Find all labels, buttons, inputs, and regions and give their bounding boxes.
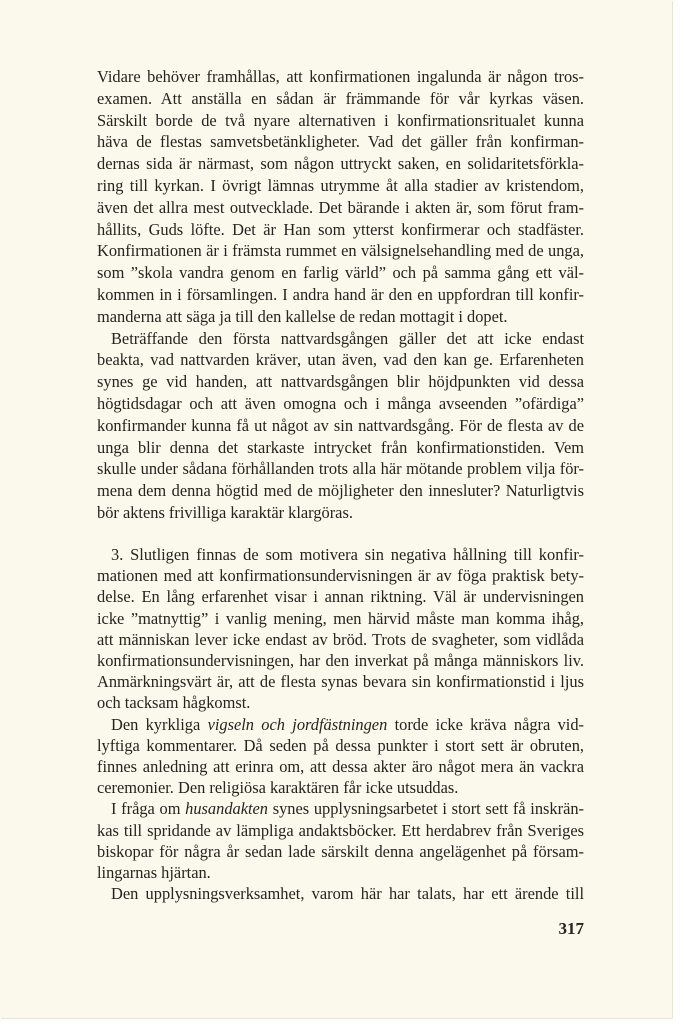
text-line: icke ”matnyttig” i vanlig mening, men härvid måste man komma ihåg, <box>97 608 584 628</box>
text-line: mationen med att konfirmationsundervisningen är av föga praktisk bety- <box>97 566 584 586</box>
text-line: ceremonier. Den religiösa karaktären får icke utsuddas. <box>97 778 459 798</box>
text-line: manderna att säga ja till den kallelse de redan mottagit i dopet. <box>97 306 508 326</box>
text-line: 3. Slutligen finnas de som motivera sin negativa hållning till konfir- <box>111 545 584 564</box>
text-block-lower <box>97 544 584 904</box>
italic-emphasis: husandakten <box>185 799 269 819</box>
text-line: lingarnas hjärtan. <box>97 863 211 883</box>
text-line: och tacksam hågkomst. <box>97 693 251 713</box>
paragraph <box>97 883 584 904</box>
text-line: Den kyrkliga vigseln och jordfästningen torde icke kräva några vid- <box>111 714 585 734</box>
text-line: skulle under sådana förhållanden trots alla här mötande problem vilja för- <box>97 459 584 479</box>
text-line: I fråga om husandakten synes upplysningsarbetet i stort sett få inskrän- <box>111 799 585 819</box>
text-line: Särskilt borde de två nyare alternativen i konfirmationsritualet kunna <box>97 110 584 130</box>
text-line: häva de flestas samvetsbetänkligheter. Vad det gäller från konfirman- <box>97 132 584 152</box>
text-line: biskopar för några år sedan lade särskilt denna angelägenhet på försam- <box>97 841 584 861</box>
text-line: delse. En lång erfarenhet visar i annan riktning. Väl är undervisningen <box>97 587 584 607</box>
text-line: konfirmander kunna få ut något av sin nattvardsgång. För de flesta av de <box>97 415 584 435</box>
text-line: som ”skola vandra genom en farlig värld” och på samma gång ett väl- <box>97 263 584 283</box>
paragraph <box>97 544 584 714</box>
paragraph <box>97 328 584 524</box>
page-number: 317 <box>558 919 584 938</box>
paragraph <box>97 66 584 328</box>
italic-emphasis: vigseln och jordfästningen <box>207 714 388 734</box>
paragraph <box>97 714 584 799</box>
text-block-upper <box>97 66 584 524</box>
text-line: beakta, vad nattvarden kräver, utan även, vad den kan ge. Erfarenheten <box>97 350 584 370</box>
text-line: Den upplysningsverksamhet, varom här har talats, har ett ärende till <box>111 884 584 904</box>
text-line: Konfirmationen är i främsta rummet en välsignelsehandling med de unga, <box>97 241 584 261</box>
text-line: unga blir denna det starkaste intrycket från konfirmationstiden. Vem <box>97 437 584 457</box>
text-line: att människan lever icke endast av bröd. Trots de svagheter, som vidlåda <box>97 629 584 649</box>
text-line: lyftiga kommentarer. Då seden på dessa punkter i stort sett är obruten, <box>97 735 584 755</box>
text-line: Anmärkningsvärt är, att de flesta synas bevara sin konfirmationstid i ljus <box>97 672 584 692</box>
text-line: finnes anledning att erinra om, att dessa akter äro något mera än vackra <box>97 757 584 777</box>
text-line: examen. Att anställa en sådan är främmande för vår kyrkas väsen. <box>97 88 584 108</box>
text-line: kas till spridande av lämpliga andaktsböcker. Ett herdabrev från Sveriges <box>97 820 584 840</box>
paragraph <box>97 798 584 883</box>
text-line: ring till kyrkan. I övrigt lämnas utrymme åt alla stadier av kristendom, <box>97 175 584 195</box>
text-line: bör aktens frivilliga karaktär klargöras. <box>97 502 353 522</box>
text-line: mena dem denna högtid med de möjligheter den innesluter? Naturligtvis <box>97 481 584 501</box>
text-line: hållits, Guds löfte. Det är Han som ytterst konfirmerar och stadfäster. <box>97 219 584 239</box>
text-line: kommen in i församlingen. I andra hand är den en uppfordran till konfir- <box>97 284 584 304</box>
text-line: synes ge vid handen, att nattvardsgången blir höjdpunkten vid dessa <box>97 372 584 392</box>
text-line: Vidare behöver framhållas, att konfirmationen ingalunda är någon tros- <box>97 67 584 86</box>
text-line: konfirmationsundervisningen, har den inverkat på många människors liv. <box>97 651 584 671</box>
text-line: dernas sida är närmast, som någon uttryckt saken, en solidaritetsförkla- <box>97 154 584 174</box>
text-line: även det allra mest outvecklade. Det bärande i akten är, som förut fram- <box>97 197 584 217</box>
text-line: Beträffande den första nattvardsgången gäller det att icke endast <box>111 328 584 348</box>
text-line: högtidsdagar och att även omogna och i många avseenden ”ofärdiga” <box>97 393 584 413</box>
